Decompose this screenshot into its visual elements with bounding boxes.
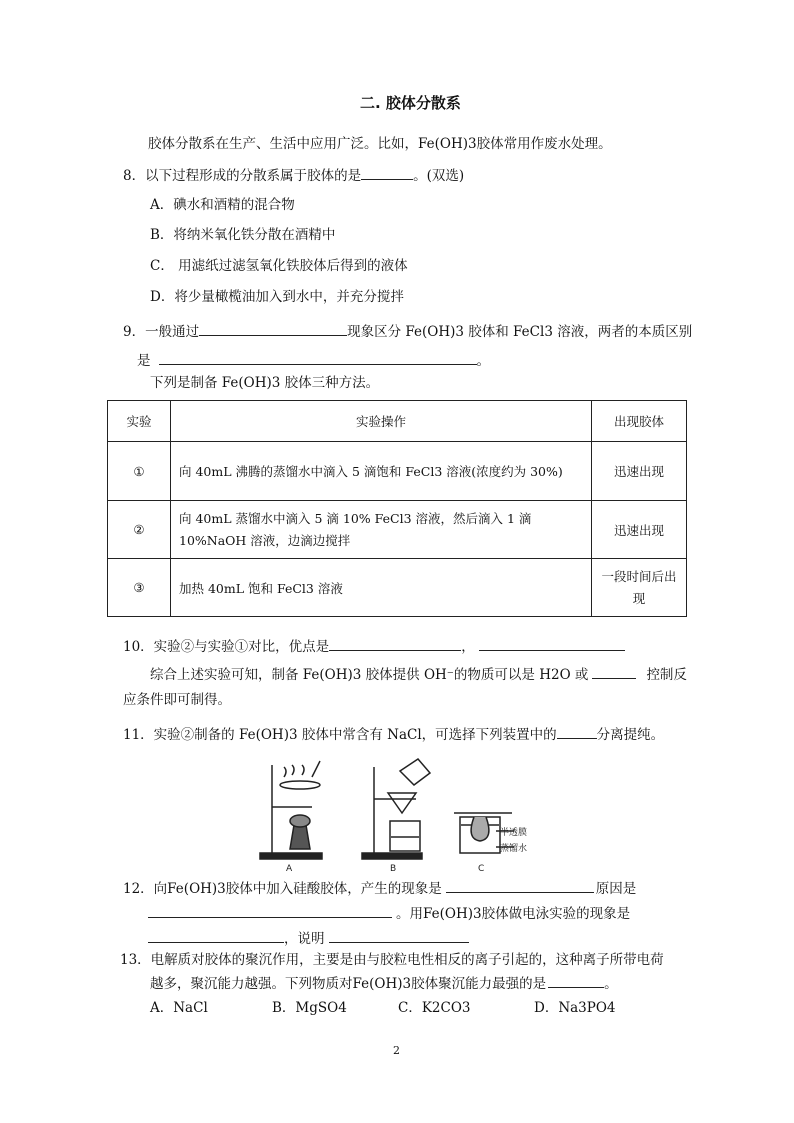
label-distilled-water: 蒸馏水 xyxy=(500,844,528,854)
label-b: B xyxy=(390,864,397,873)
q8-option-c: C． 用滤纸过滤氢氧化铁胶体后得到的液体 xyxy=(150,258,408,274)
q9-line2 xyxy=(137,350,490,370)
label-semipermeable-membrane: 半透膜 xyxy=(500,828,528,838)
q10-line2-b: 控制反 xyxy=(646,667,687,683)
page-number: 2 xyxy=(393,1044,400,1057)
q9-line3: 下列是制备 Fe(OH)3 胶体三种方法。 xyxy=(150,375,380,391)
intro-text: 胶体分散系在生产、生活中应用广泛。比如，Fe(OH)3胶体常用作废水处理。 xyxy=(148,136,612,152)
experiment-table xyxy=(107,400,687,617)
q9-blank-1[interactable] xyxy=(199,321,347,336)
table-row xyxy=(108,501,687,559)
header-result: 出现胶体 xyxy=(592,401,687,442)
q8-option-a: A．碘水和酒精的混合物 xyxy=(150,197,295,213)
table-row xyxy=(108,559,687,617)
q8-option-b: B．将纳米氧化铁分散在酒精中 xyxy=(150,227,336,243)
q13-blank[interactable] xyxy=(548,973,604,988)
q12-line1-b: 原因是 xyxy=(595,881,637,897)
q13-line2-b: 。 xyxy=(604,976,618,992)
q12-line1 xyxy=(123,878,636,898)
apparatus-a xyxy=(260,761,322,859)
q12-blank-4[interactable] xyxy=(329,928,469,943)
q8-option-d: D．将少量橄榄油加入到水中，并充分搅拌 xyxy=(150,289,404,305)
q9-line2-a: 是 xyxy=(137,353,151,369)
header-experiment: 实验 xyxy=(108,401,171,442)
row-operation: 加热 40mL 饱和 FeCl3 溶液 xyxy=(171,559,592,617)
q8-stem-tail: 。(双选) xyxy=(413,168,465,184)
q13-line2 xyxy=(150,973,618,993)
q10-line2-a: 综合上述实验可知，制备 Fe(OH)3 胶体提供 OH⁻的物质可以是 H2O 或 xyxy=(150,667,589,683)
q10-line1-a: 10．实验②与实验①对比，优点是 xyxy=(123,639,330,655)
q9-line2-b: 。 xyxy=(476,353,490,369)
table-row xyxy=(108,442,687,501)
q8-answer-blank[interactable] xyxy=(361,165,413,180)
q8-stem xyxy=(123,165,464,185)
q10-line1 xyxy=(123,636,625,656)
q9-line1-b: 现象区分 Fe(OH)3 胶体和 FeCl3 溶液，两者的本质区别 xyxy=(347,324,693,340)
row-result: 迅速出现 xyxy=(592,442,687,501)
q11-line-a: 11．实验②制备的 Fe(OH)3 胶体中常含有 NaCl，可选择下列装置中的 xyxy=(123,727,557,743)
q10-line2 xyxy=(150,664,687,684)
header-operation: 实验操作 xyxy=(171,401,592,442)
q13-line1: 13．电解质对胶体的聚沉作用，主要是由与胶粒电性相反的离子引起的，这种离子所带电荷 xyxy=(120,952,664,968)
q10-blank-3[interactable] xyxy=(592,664,636,679)
q12-line3 xyxy=(148,928,469,948)
table-header-row xyxy=(108,401,687,442)
q12-line2-text: 。用Fe(OH)3胶体做电泳实验的现象是 xyxy=(396,906,631,922)
row-operation: 向 40mL 沸腾的蒸馏水中滴入 5 滴饱和 FeCl3 溶液(浓度约为 30%) xyxy=(171,442,592,501)
row-result: 一段时间后出现 xyxy=(592,559,687,617)
q10-blank-2[interactable] xyxy=(479,636,625,651)
section-title: 二. 胶体分散系 xyxy=(360,94,461,112)
label-a: A xyxy=(286,864,293,873)
apparatus-b xyxy=(362,759,430,859)
q12-line1-a: 12．向Fe(OH)3胶体中加入硅酸胶体，产生的现象是 xyxy=(123,881,442,897)
q12-blank-2[interactable] xyxy=(148,903,392,918)
q10-line3: 应条件即可制得。 xyxy=(123,692,231,708)
q11-line-b: 分离提纯。 xyxy=(596,727,665,743)
q13-option-c: C．K2CO3 xyxy=(398,1000,471,1016)
row-number: ③ xyxy=(108,559,171,617)
q9-blank-2[interactable] xyxy=(159,350,477,365)
label-c: C xyxy=(478,864,485,873)
q13-option-b: B．MgSO4 xyxy=(272,1000,347,1016)
q10-line1-b: ， xyxy=(461,639,475,655)
row-result: 迅速出现 xyxy=(592,501,687,559)
row-number: ① xyxy=(108,442,171,501)
q11-blank[interactable] xyxy=(557,724,597,739)
q10-blank-1[interactable] xyxy=(329,636,461,651)
q12-line2 xyxy=(148,903,630,923)
q12-blank-1[interactable] xyxy=(446,878,594,893)
q13-option-d: D．Na3PO4 xyxy=(534,1000,616,1016)
q12-line3-text: ，说明 xyxy=(284,931,325,947)
q11-line xyxy=(123,724,664,744)
q13-option-a: A．NaCl xyxy=(150,1000,208,1016)
apparatus-figure xyxy=(250,755,540,873)
q9-line1 xyxy=(123,321,692,341)
q9-line1-a: 9．一般通过 xyxy=(123,324,200,340)
row-operation: 向 40mL 蒸馏水中滴入 5 滴 10% FeCl3 溶液，然后滴入 1 滴 10%NaOH 溶液，边滴边搅拌 xyxy=(171,501,592,559)
q13-line2-a: 越多，聚沉能力越强。下列物质对Fe(OH)3胶体聚沉能力最强的是 xyxy=(150,976,547,992)
q8-stem-text: 8．以下过程形成的分散系属于胶体的是 xyxy=(123,168,362,184)
q12-blank-3[interactable] xyxy=(148,928,284,943)
row-number: ② xyxy=(108,501,171,559)
